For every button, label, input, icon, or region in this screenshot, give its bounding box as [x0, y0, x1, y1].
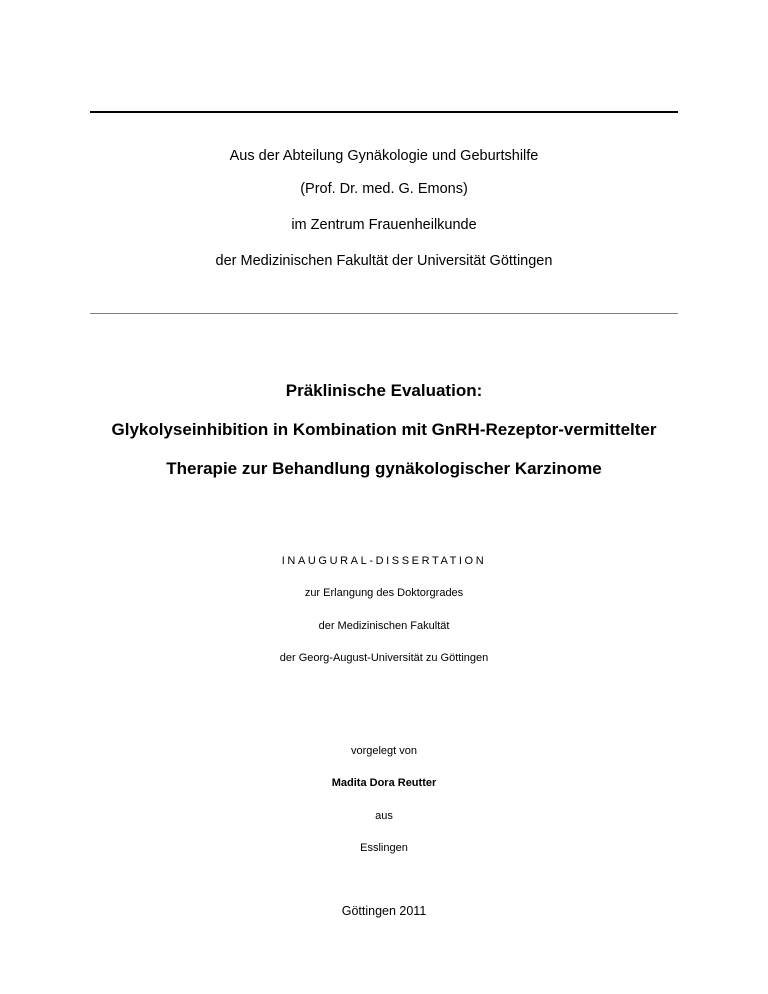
dissertation-university: der Georg-August-Universität zu Göttingen: [279, 652, 489, 664]
middle-divider: [90, 313, 678, 314]
title-line-3: Therapie zur Behandlung gynäkologischer Karzinome: [166, 459, 602, 478]
from-label: aus: [375, 810, 393, 822]
dissertation-faculty: der Medizinischen Fakultät: [318, 620, 450, 632]
institution-department: Aus der Abteilung Gynäkologie und Geburtshilfe: [229, 148, 539, 164]
author-hometown: Esslingen: [360, 842, 408, 854]
institution-faculty: der Medizinischen Fakultät der Universität Göttingen: [215, 253, 553, 269]
title-line-1: Präklinische Evaluation:: [285, 381, 483, 400]
top-divider: [90, 111, 678, 113]
author-name: Madita Dora Reutter: [331, 777, 437, 789]
presented-by-label: vorgelegt von: [350, 745, 418, 757]
dissertation-purpose: zur Erlangung des Doktorgrades: [304, 587, 464, 599]
place-and-year: Göttingen 2011: [341, 904, 427, 918]
dissertation-type: INAUGURAL-DISSERTATION: [281, 555, 487, 567]
institution-head: (Prof. Dr. med. G. Emons): [300, 181, 468, 197]
title-line-2: Glykolyseinhibition in Kombination mit GnRH-Rezeptor-vermittelter: [111, 420, 657, 439]
institution-center: im Zentrum Frauenheilkunde: [291, 217, 477, 233]
